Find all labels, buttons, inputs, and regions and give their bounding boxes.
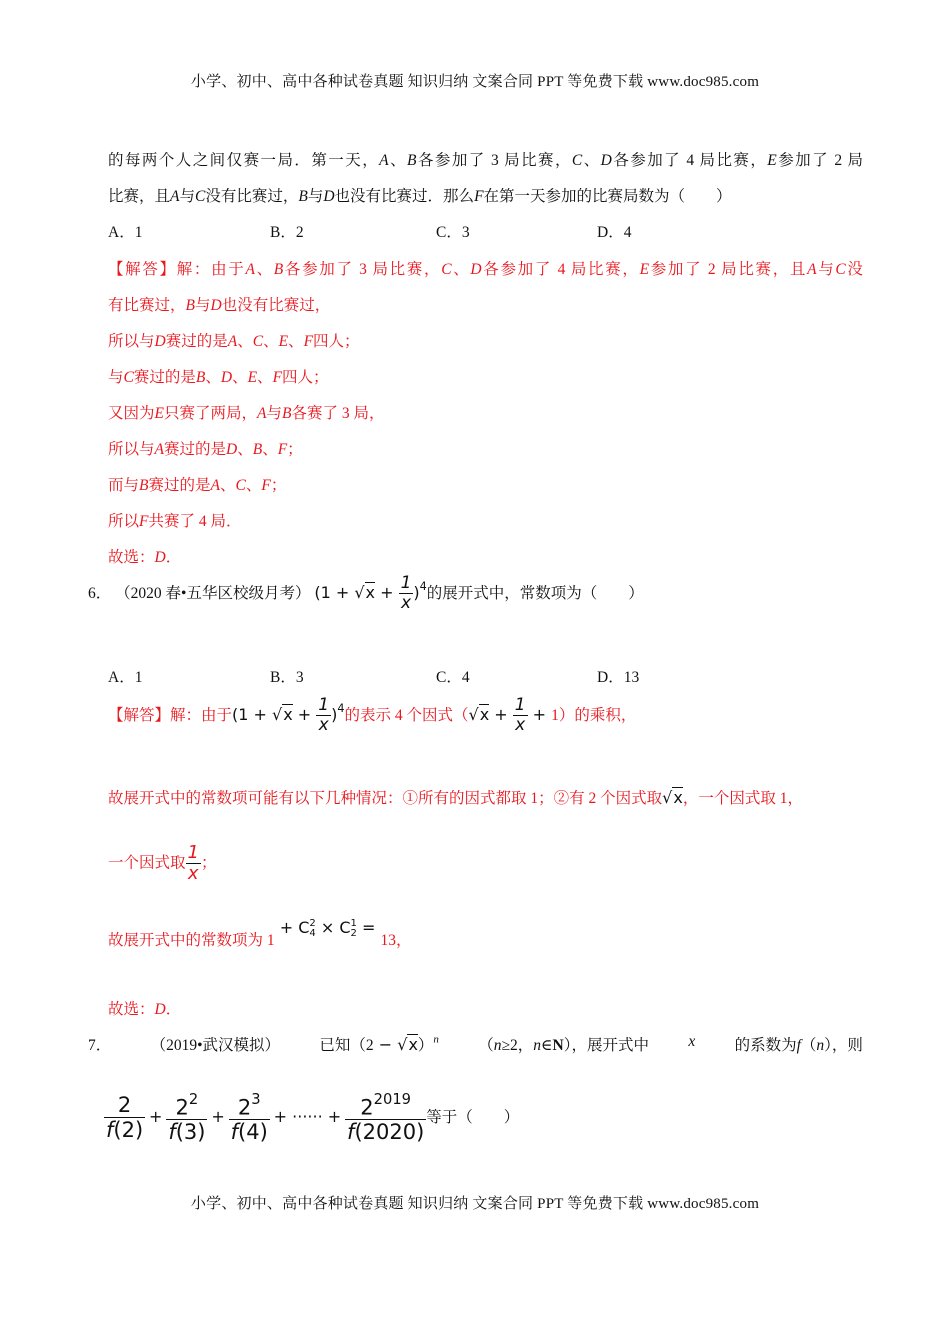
- q6-stem: 6． （2020 春•五华区校级月考） (1 + √x + $\frac{1}{x}$ )$^4$的展开式中，常数项为（ ）: [88, 573, 644, 613]
- q5-solution-line5: 又因为E只赛了两局，A与B各赛了 3 局，: [108, 405, 385, 422]
- q6-sol-expression: (1 + √x + $\frac{1}{x}$ )$^4$: [232, 695, 345, 735]
- q6-option-a: A．1: [108, 669, 143, 686]
- q6-source: （2020 春•五华区校级月考）: [115, 585, 311, 603]
- term-3: $\frac{2^3}{f(4)}$: [230, 1091, 268, 1145]
- q5-option-c: C．3: [436, 224, 470, 241]
- term-2: $\frac{2^2}{f(3)}$: [168, 1091, 206, 1145]
- q6-solution-line4: 故展开式中的常数项为 1 + C 2 4 × C 1 2 = 13，: [108, 917, 412, 949]
- q6-factor-expression: √x + $\frac{1}{x}$ +: [468, 695, 552, 735]
- q7-sum-expression: $\frac{2}{f(2)}$ + $\frac{2^2}{f(3)}$ + $\frac{2^3}{f(4)}$ + ······ + $\frac{2^{2019}}{f(2020)}$ 等于（ ）: [106, 1091, 520, 1145]
- q6-solution-line1: 【解答】解：由于(1 + √x + $\frac{1}{x}$ )$^4$的表示 4 个因式（√x + $\frac{1}{x}$ + 1）的乘积，: [108, 695, 637, 735]
- sqrt-x-symbol: √x: [662, 788, 683, 807]
- page-footer: 小学、初中、高中各种试卷真题 知识归纳 文案合同 PPT 等免费下载 www.doc985.com: [190, 1196, 760, 1212]
- q5-solution-line6: 所以与A赛过的是D、B、F；: [108, 441, 303, 458]
- q6-solution-line2: 故展开式中的常数项可能有以下几种情况：①所有的因式都取 1；②有 2 个因式取√x，一个因式取 1，: [108, 788, 803, 807]
- q6-option-d: D．13: [597, 669, 640, 686]
- q5-solution-line4: 与C赛过的是B、D、E、F四人；: [108, 369, 329, 386]
- term-last: $\frac{2^{2019}}{f(2020)}$: [347, 1091, 425, 1145]
- q6-option-b: B．3: [270, 669, 304, 686]
- q5-solution-line7: 而与B赛过的是A、C、F；: [108, 477, 287, 494]
- q5-option-a: A．1: [108, 224, 143, 241]
- one-over-x-fraction: $\frac{1}{x}$: [187, 842, 199, 884]
- q7-stem: 7． （2019•武汉模拟） 已知$(2 - √x)^n$ （n≥2，n∈N），展开式中 x 的系数为f（n），则: [88, 1033, 863, 1054]
- combination-expression: + C 2 4 × C 1 2 =: [274, 917, 381, 939]
- q6-solution-line3: 一个因式取 $\frac{1}{x}$ ；: [108, 842, 217, 884]
- q5-solution-answer: 故选：D．: [108, 549, 182, 566]
- q5-solution-line3: 所以与D赛过的是A、C、E、F四人；: [108, 333, 360, 350]
- q5-stem-line1: 的每两个人之间仅赛一局．第一天，A、B各参加了 3 局比赛，C、D各参加了 4 局比赛，E参加了 2 局: [108, 152, 863, 169]
- page-header: 小学、初中、高中各种试卷真题 知识归纳 文案合同 PPT 等免费下载 www.doc985.com: [190, 74, 760, 90]
- q6-solution-answer: 故选：D．: [108, 1001, 182, 1018]
- q5-option-d: D．4: [597, 224, 632, 241]
- q5-solution-line1: 【解答】解：由于A、B各参加了 3 局比赛，C、D各参加了 4 局比赛，E参加了 2 局比赛，且A与C没: [108, 261, 863, 278]
- q5-solution-line2: 有比赛过，B与D也没有比赛过，: [108, 297, 331, 314]
- q6-number: 6．: [88, 585, 112, 603]
- q7-source: （2019•武汉模拟）: [150, 1037, 281, 1054]
- q5-option-b: B．2: [270, 224, 304, 241]
- q7-number: 7．: [88, 1037, 112, 1054]
- solution-tag: 【解答】: [108, 707, 171, 725]
- term-1: $\frac{2}{f(2)}$: [106, 1093, 144, 1143]
- q5-stem-line2: 比赛，且A与C没有比赛过，B与D也没有比赛过．那么F在第一天参加的比赛局数为（ ）: [108, 188, 732, 205]
- q5-solution-line8: 所以F共赛了 4 局．: [108, 513, 242, 530]
- q6-expression: (1 + √x + $\frac{1}{x}$ )$^4$: [314, 573, 427, 613]
- solution-tag: 【解答】: [108, 261, 177, 278]
- q6-option-c: C．4: [436, 669, 470, 686]
